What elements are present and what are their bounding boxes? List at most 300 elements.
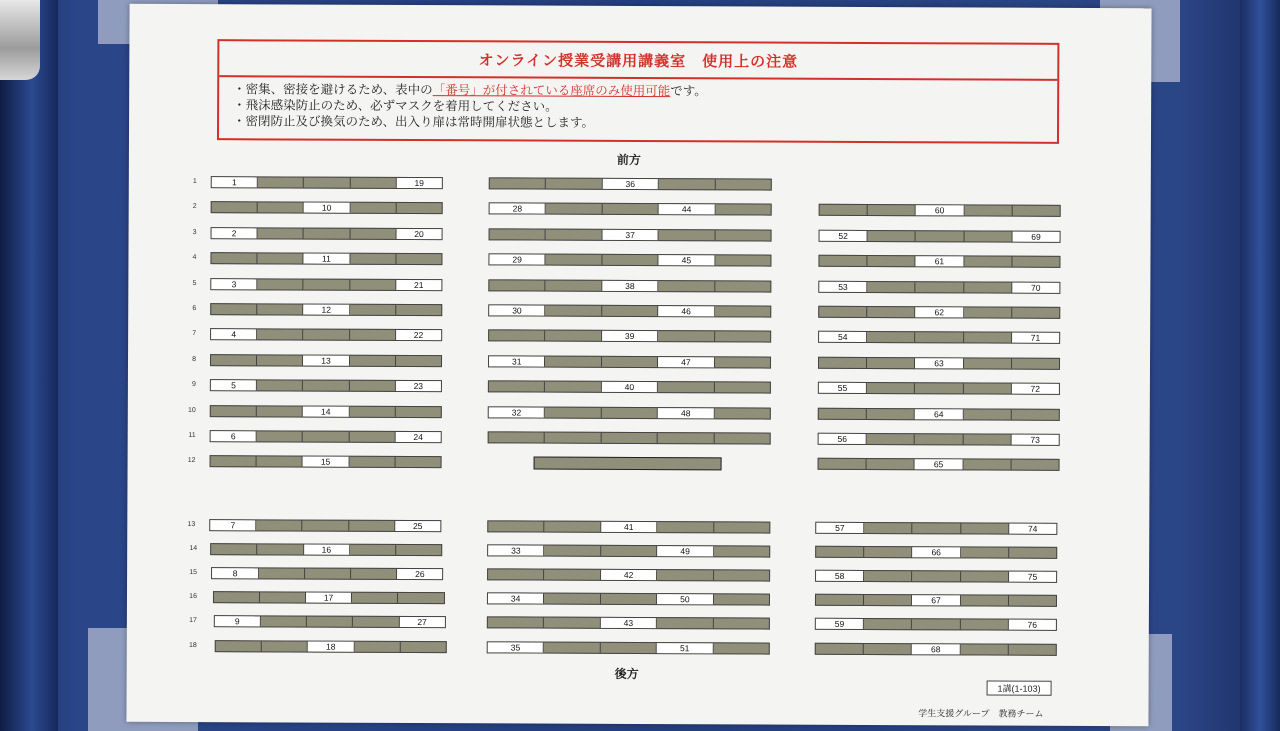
seat-blocked (262, 641, 308, 651)
left-bench (215, 640, 447, 653)
row-label: 2 (192, 203, 197, 211)
right-bench (818, 280, 1060, 293)
seat-available: 67 (912, 595, 960, 605)
seat-blocked (488, 618, 544, 628)
seat-available: 65 (915, 460, 963, 470)
right-bench (819, 204, 1061, 217)
seat-blocked (544, 618, 600, 628)
seat-blocked (602, 255, 658, 265)
seat-blocked (546, 306, 602, 316)
seat-blocked (1012, 308, 1059, 318)
seat-blocked (304, 279, 350, 289)
seat-blocked (964, 206, 1012, 216)
seat-blocked (349, 521, 395, 531)
seat-blocked (915, 434, 963, 444)
seat-available: 33 (488, 545, 544, 555)
seat-blocked (216, 641, 262, 651)
seat-available: 20 (396, 229, 441, 239)
seat-blocked (868, 231, 916, 241)
seat-available: 4 (211, 330, 257, 340)
seat-blocked (350, 203, 396, 213)
left-bench (210, 456, 442, 469)
notice-line-1-highlight: 「番号」が付されている座席のみ使用可能 (432, 83, 671, 99)
seat-blocked (258, 544, 304, 554)
seat-blocked (258, 228, 304, 238)
seat-blocked (545, 356, 601, 366)
seat-available: 14 (303, 406, 349, 416)
seat-blocked (658, 382, 714, 392)
seat-blocked (211, 544, 257, 554)
seat-available: 48 (658, 408, 714, 418)
left-bench (210, 303, 442, 316)
seat-available: 51 (657, 643, 713, 653)
seat-blocked (396, 545, 441, 555)
seat-available: 39 (602, 331, 658, 341)
left-bench (211, 176, 443, 189)
seat-available: 16 (304, 545, 350, 555)
seat-blocked (658, 433, 714, 443)
left-bench (210, 354, 442, 367)
seat-blocked (963, 409, 1011, 419)
seat-blocked (867, 459, 915, 469)
seat-blocked (350, 178, 396, 188)
left-bench (210, 278, 442, 291)
door-handle (0, 0, 40, 80)
seat-available: 26 (397, 569, 442, 579)
seat-blocked (964, 231, 1012, 241)
seat-available: 74 (1009, 524, 1056, 534)
seat-available: 11 (304, 254, 350, 264)
seat-available: 72 (1012, 384, 1059, 394)
seat-available: 31 (489, 356, 545, 366)
seat-available: 34 (488, 594, 544, 604)
left-bench (210, 543, 442, 556)
seat-available: 17 (306, 593, 352, 603)
seat-blocked (602, 357, 658, 367)
seat-available: 7 (210, 520, 256, 530)
seat-blocked (659, 230, 715, 240)
seat-blocked (659, 281, 715, 291)
seat-blocked (211, 406, 257, 416)
row-label: 7 (192, 330, 197, 338)
seat-blocked (396, 203, 441, 213)
row-label: 11 (188, 432, 196, 440)
seat-available: 43 (601, 618, 657, 628)
right-bench (819, 230, 1061, 243)
seat-blocked (960, 644, 1008, 654)
seat-blocked (714, 571, 769, 581)
seat-available: 57 (816, 523, 864, 533)
center-bench (487, 617, 770, 630)
seat-available: 21 (396, 280, 441, 290)
seat-blocked (258, 279, 304, 289)
seat-blocked (715, 256, 770, 266)
seat-blocked (354, 641, 400, 651)
room-code: 1講(1-103) (987, 681, 1052, 696)
seat-blocked (864, 547, 912, 557)
seat-available: 18 (308, 641, 354, 651)
right-bench (818, 382, 1060, 395)
row-label: 6 (192, 305, 197, 313)
center-bench (488, 381, 771, 394)
seat-blocked (350, 356, 396, 366)
seat-blocked (546, 255, 602, 265)
seat-available: 70 (1012, 282, 1059, 292)
seat-blocked (961, 523, 1009, 533)
seat-blocked (352, 593, 398, 603)
seat-available: 38 (602, 280, 658, 290)
seat-blocked (819, 256, 867, 266)
seat-blocked (545, 382, 601, 392)
seat-blocked (867, 332, 915, 342)
seat-blocked (964, 333, 1012, 343)
footer-org: 学生支援グループ 教務チーム (918, 708, 1044, 719)
seat-blocked (546, 331, 602, 341)
seat-blocked (961, 572, 1009, 582)
seat-blocked (258, 254, 304, 264)
seat-blocked (913, 523, 961, 533)
seat-blocked (303, 432, 349, 442)
seat-blocked (261, 617, 307, 627)
row-label: 9 (191, 381, 196, 389)
seat-blocked (396, 254, 441, 264)
right-bench (815, 546, 1057, 559)
center-bench (488, 330, 771, 343)
seat-blocked (257, 381, 303, 391)
seat-blocked (1009, 644, 1056, 654)
seat-blocked (546, 204, 602, 214)
notice-line-3: ・密閉防止及び換気のため、出入り扉は常時開扉状態とします。 (233, 114, 595, 130)
left-bench (210, 252, 442, 265)
center-bench (488, 355, 771, 368)
seat-blocked (819, 459, 867, 469)
seat-available: 55 (819, 383, 867, 393)
seat-blocked (259, 569, 305, 579)
seat-blocked (546, 229, 602, 239)
row-label: 10 (187, 406, 196, 414)
seat-blocked (867, 307, 915, 317)
seat-blocked (713, 619, 768, 629)
seat-blocked (211, 304, 257, 314)
seat-blocked (303, 521, 349, 531)
seat-available: 9 (215, 617, 261, 627)
seat-blocked (353, 617, 399, 627)
seat-blocked (544, 570, 600, 580)
seat-blocked (816, 547, 864, 557)
center-bench (489, 203, 772, 216)
seat-available: 36 (603, 179, 659, 189)
right-bench (818, 255, 1060, 268)
left-bench (213, 591, 445, 604)
seat-available: 53 (819, 281, 867, 291)
seat-blocked (489, 382, 545, 392)
right-bench (815, 594, 1057, 607)
notice-box (217, 39, 1059, 144)
front-label: 前方 (616, 152, 641, 168)
center-bench (487, 641, 770, 654)
seat-available: 12 (304, 305, 350, 315)
seat-blocked (964, 358, 1012, 368)
seat-blocked (258, 203, 304, 213)
seat-blocked (396, 305, 441, 315)
seat-available: 68 (912, 644, 960, 654)
seat-blocked (961, 547, 1009, 557)
seat-blocked (714, 433, 769, 443)
seat-available: 46 (658, 306, 714, 316)
seat-available: 42 (601, 570, 657, 580)
row-label: 16 (189, 593, 197, 601)
seat-blocked (867, 409, 915, 419)
door-frame-right (1240, 0, 1280, 731)
row-label: 12 (187, 457, 196, 465)
seat-available: 1 (212, 177, 258, 187)
seat-blocked (912, 571, 960, 581)
seat-blocked (657, 522, 713, 532)
seat-blocked (961, 596, 1009, 606)
seat-blocked (963, 460, 1011, 470)
seat-blocked (211, 253, 257, 263)
seat-available: 29 (489, 255, 545, 265)
seat-available: 30 (489, 305, 545, 315)
seat-available: 37 (602, 230, 658, 240)
center-bench (488, 279, 771, 292)
seat-blocked (1012, 257, 1059, 267)
center-bench (489, 177, 772, 190)
seat-blocked (601, 546, 657, 556)
seat-blocked (715, 306, 770, 316)
seat-available: 73 (1011, 435, 1058, 445)
seat-blocked (715, 332, 770, 342)
seat-blocked (211, 355, 257, 365)
seat-blocked (864, 619, 912, 629)
right-bench (815, 642, 1057, 655)
row-label: 18 (188, 641, 197, 649)
seat-blocked (714, 408, 769, 418)
seat-blocked (304, 228, 350, 238)
left-bench (210, 329, 442, 342)
left-bench (211, 227, 443, 240)
seat-blocked (819, 307, 867, 317)
seat-available: 5 (211, 380, 257, 390)
seat-blocked (1011, 460, 1058, 470)
seat-blocked (307, 617, 353, 627)
seat-blocked (349, 432, 395, 442)
seat-blocked (657, 570, 713, 580)
seat-available: 71 (1012, 333, 1059, 343)
seat-available: 66 (913, 547, 961, 557)
seat-blocked (820, 205, 868, 215)
right-bench (818, 458, 1060, 471)
right-bench (815, 522, 1057, 535)
seat-available: 52 (820, 231, 868, 241)
seat-available: 76 (1009, 620, 1056, 630)
seat-available: 24 (395, 432, 440, 442)
seat-blocked (916, 282, 964, 292)
seat-blocked (601, 594, 657, 604)
center-bench (488, 431, 771, 444)
seat-blocked (350, 305, 396, 315)
row-label: 1 (192, 178, 197, 186)
seat-blocked (915, 383, 963, 393)
row-label: 13 (187, 521, 196, 529)
seat-blocked (350, 330, 396, 340)
seat-blocked (212, 203, 258, 213)
seat-blocked (963, 434, 1011, 444)
seat-blocked (546, 179, 602, 189)
seat-blocked (868, 282, 916, 292)
seat-blocked (657, 618, 713, 628)
seat-blocked (257, 457, 303, 467)
seat-available: 41 (601, 522, 657, 532)
seat-blocked (257, 330, 303, 340)
seat-available: 64 (915, 409, 963, 419)
seat-blocked (601, 433, 657, 443)
notice-line-1-pre: ・密集、密接を避けるため、表中の (233, 82, 433, 98)
right-bench (818, 407, 1060, 420)
lecture-podium (534, 457, 722, 471)
seat-blocked (1009, 548, 1056, 558)
seat-blocked (602, 306, 658, 316)
seat-blocked (1012, 409, 1059, 419)
right-bench (815, 570, 1057, 583)
right-bench (818, 306, 1060, 319)
seat-blocked (864, 523, 912, 533)
left-bench (210, 379, 442, 392)
row-label: 8 (192, 355, 197, 363)
seat-blocked (867, 434, 915, 444)
seat-blocked (819, 358, 867, 368)
seat-blocked (713, 643, 768, 653)
center-bench (488, 304, 771, 317)
center-bench (487, 593, 770, 606)
seat-available: 58 (816, 571, 864, 581)
seat-blocked (349, 381, 395, 391)
seat-blocked (489, 280, 545, 290)
right-bench (818, 357, 1060, 370)
seat-blocked (489, 432, 545, 442)
notice-line-2: ・飛沫感染防止のため、必ずマスクを着用してください。 (233, 98, 558, 114)
seat-available: 62 (916, 307, 964, 317)
seat-available: 49 (657, 546, 713, 556)
row-label: 4 (192, 254, 197, 262)
notice-title: オンライン授業受講用講義室 使用上の注意 (219, 41, 1057, 81)
seat-available: 63 (915, 358, 963, 368)
seat-blocked (964, 307, 1012, 317)
seat-available: 27 (399, 617, 444, 627)
seat-available: 54 (819, 332, 867, 342)
seat-available: 44 (659, 204, 715, 214)
seat-blocked (715, 179, 770, 189)
seat-blocked (964, 282, 1012, 292)
seat-blocked (349, 406, 395, 416)
seat-blocked (257, 355, 303, 365)
seat-available: 69 (1012, 231, 1059, 241)
seat-blocked (488, 521, 544, 531)
seat-available: 28 (490, 204, 546, 214)
seat-blocked (395, 457, 440, 467)
seat-blocked (350, 254, 396, 264)
seat-blocked (490, 229, 546, 239)
seat-blocked (350, 545, 396, 555)
left-bench (209, 519, 441, 532)
right-bench (818, 433, 1060, 446)
seat-blocked (864, 595, 912, 605)
seat-blocked (350, 229, 396, 239)
seat-blocked (304, 178, 350, 188)
seat-available: 61 (916, 256, 964, 266)
seat-blocked (912, 620, 960, 630)
seat-available: 10 (304, 203, 350, 213)
center-bench (487, 520, 770, 533)
seat-blocked (864, 643, 912, 653)
seat-blocked (963, 384, 1011, 394)
seat-available: 59 (816, 619, 864, 629)
seat-blocked (916, 333, 964, 343)
seat-available: 23 (396, 381, 441, 391)
seat-blocked (546, 280, 602, 290)
seat-available: 19 (397, 178, 442, 188)
seat-available: 35 (488, 642, 544, 652)
seat-blocked (396, 407, 441, 417)
notice-line-1-post: です。 (670, 84, 707, 99)
seat-blocked (489, 331, 545, 341)
seat-blocked (819, 408, 867, 418)
door-frame-left (0, 0, 58, 731)
seat-blocked (257, 406, 303, 416)
seat-blocked (304, 330, 350, 340)
seat-blocked (816, 595, 864, 605)
seat-blocked (602, 407, 658, 417)
seat-available: 75 (1009, 572, 1056, 582)
seat-blocked (602, 204, 658, 214)
seat-blocked (659, 179, 715, 189)
seat-available: 6 (211, 431, 257, 441)
seat-blocked (488, 570, 544, 580)
seat-available: 60 (916, 206, 964, 216)
seat-blocked (350, 279, 396, 289)
seat-blocked (715, 281, 770, 291)
seat-available: 40 (602, 382, 658, 392)
seat-blocked (545, 433, 601, 443)
seat-blocked (964, 257, 1012, 267)
seat-blocked (349, 457, 395, 467)
seat-blocked (258, 177, 304, 187)
seat-blocked (868, 205, 916, 215)
seat-available: 25 (395, 521, 440, 531)
seat-blocked (715, 230, 770, 240)
seat-blocked (214, 592, 260, 602)
seat-blocked (816, 643, 864, 653)
right-bench (815, 618, 1057, 631)
seat-available: 3 (211, 279, 257, 289)
row-label: 14 (189, 545, 198, 553)
seat-blocked (351, 569, 397, 579)
seat-blocked (545, 407, 601, 417)
notice-paper (126, 4, 1151, 726)
seat-available: 22 (396, 330, 441, 340)
seat-blocked (303, 381, 349, 391)
left-bench (211, 567, 443, 580)
center-bench (489, 228, 772, 241)
seat-blocked (864, 571, 912, 581)
seat-blocked (960, 620, 1008, 630)
notice-lines (219, 77, 1057, 133)
seat-blocked (715, 357, 770, 367)
seat-blocked (490, 178, 546, 188)
seat-available: 2 (212, 228, 258, 238)
seat-available: 8 (212, 568, 258, 578)
seat-available: 32 (489, 407, 545, 417)
